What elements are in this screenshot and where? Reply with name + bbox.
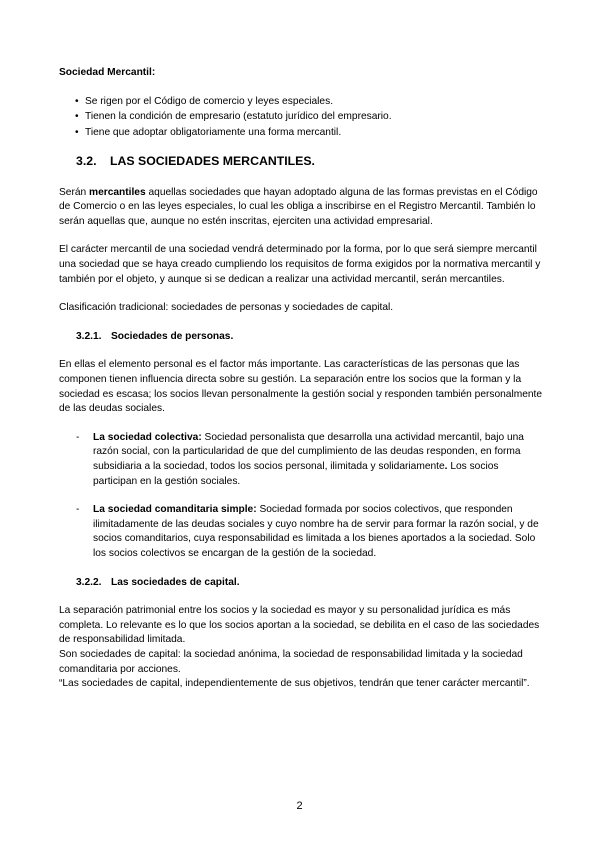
- list-item: [59, 503, 545, 561]
- item-text: Los socios participan en la gestión sociales.: [93, 461, 499, 487]
- paragraph: [59, 186, 545, 230]
- subsection-title: Las sociedades de capital.: [111, 576, 240, 588]
- subsection-number: 3.2.1.: [76, 330, 102, 342]
- section-title: LAS SOCIEDADES MERCANTILES.: [110, 154, 315, 169]
- item-text: Sociedad personalista que desarrolla una actividad mercantil, bajo una razón social, con la particularidad de que del cumplimiento de las deudas responden, en forma subsidiaria a la sociedad, todos los socios personal, ilimitada y solidariamente: [93, 431, 524, 472]
- item-label: La sociedad colectiva:: [93, 431, 202, 443]
- list-item: • Tienen la condición de empresario (estatuto jurídico del empresario.: [75, 109, 545, 125]
- list-item: • Tiene que adoptar obligatoriamente una forma mercantil.: [75, 125, 545, 141]
- item-label: La sociedad comanditaria simple:: [93, 504, 257, 516]
- paragraph: En ellas el elemento personal es el factor más importante. Las características de las personas que las componen tienen influencia directa sobre su gestión. La separación entre los socios que la forman y la sociedad es escasa; los socios llevan personalmente la gestión social y responden también personalmente de las deudas sociales.: [59, 359, 543, 415]
- paragraph-text: Serán: [59, 186, 90, 198]
- paragraph: Clasificación tradicional: sociedades de personas y sociedades de capital.: [59, 302, 394, 314]
- list-item: [59, 431, 545, 489]
- paragraph: “Las sociedades de capital, independientemente de sus objetivos, tendrán que tener carácter mercantil”.: [59, 678, 530, 690]
- paragraph: El carácter mercantil de una sociedad vendrá determinado por la forma, por lo que será siempre mercantil una sociedad que se haya creado cumpliendo los requisitos de forma exigidos por la normativa mercantil y también por el objeto, y aunque si se dedican a realizar una actividad mercantil, serán mercantiles.: [59, 244, 541, 285]
- section-number: 3.2.: [76, 154, 97, 169]
- page-number: 2: [296, 800, 303, 812]
- list-item: • Se rigen por el Código de comercio y leyes especiales.: [75, 94, 545, 110]
- subsection-title: Sociedades de personas.: [111, 330, 234, 342]
- paragraph: Son sociedades de capital: la sociedad anónima, la sociedad de responsabilidad limitada y la sociedad comanditaria por acciones.: [59, 648, 523, 675]
- dash-list: [59, 431, 545, 562]
- subsection-number: 3.2.2.: [76, 576, 102, 588]
- paragraph-bold-text: mercantiles: [89, 186, 146, 198]
- intro-bullet-list: [59, 94, 545, 141]
- subsection-heading: [59, 576, 545, 591]
- item-text: .: [444, 461, 448, 472]
- item-text: Sociedad formada por socios colectivos, que responden ilimitadamente de las deudas sociales y cuyo nombre ha de servir para formar la razón social, y de socios comanditarios, cuya responsabilidad es limitada a los bienes aportados a la sociedad. Solo los socios colectivos se encargan de la gestión de la sociedad.: [93, 504, 539, 559]
- intro-title: Sociedad Mercantil:: [59, 67, 156, 78]
- paragraph-text: aquellas sociedades que hayan adoptado alguna de las formas previstas en el Código de Comercio o en las leyes especiales, lo cual les obliga a inscribirse en el Registro Mercantil. También lo serán aquellas que, aunque no estén inscritas, ejerciten una actividad empresarial.: [59, 186, 538, 227]
- paragraph: La separación patrimonial entre los socios y la sociedad es mayor y su personalidad jurídica es más completa. Lo relevante es lo que los socios aportan a la sociedad, se debilita en el caso de las sociedades de responsabilidad limitada.: [59, 605, 540, 646]
- document-page: [59, 66, 545, 692]
- section-heading: [59, 154, 545, 169]
- subsection-heading: [59, 330, 545, 345]
